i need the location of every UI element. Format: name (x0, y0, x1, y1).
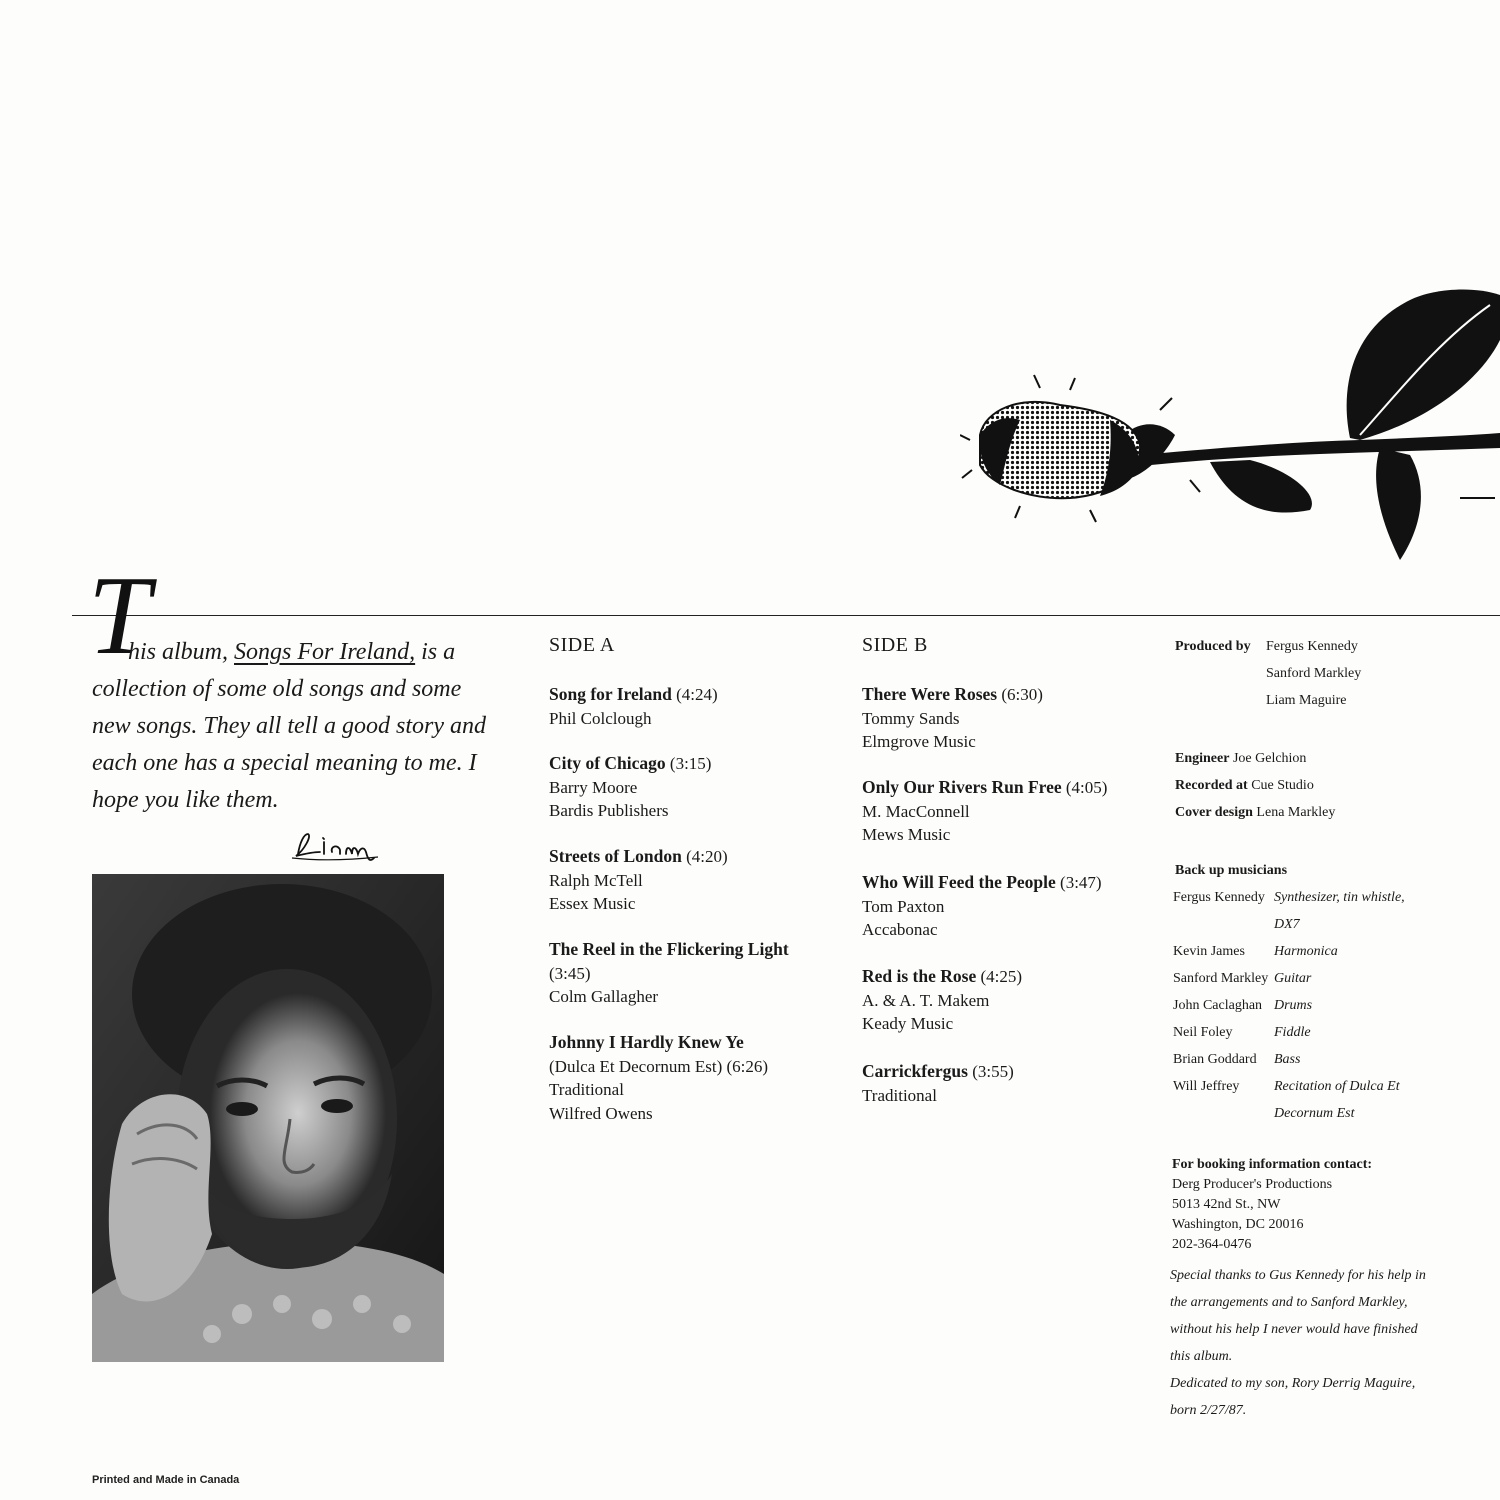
track-credit: Elmgrove Music (862, 732, 976, 751)
intro-paragraph (92, 634, 492, 819)
track-credit: Traditional (549, 1080, 624, 1099)
track-credit: Essex Music (549, 894, 636, 913)
track-title: Only Our Rivers Run Free (862, 777, 1062, 797)
track-item (862, 683, 1152, 754)
track-time: (4:24) (676, 685, 718, 704)
thanks-dedication (1170, 1262, 1470, 1424)
divider-rule (72, 615, 1500, 616)
producer-name: Liam Maguire (1266, 693, 1347, 708)
intro-rest: collection of some old songs and some new songs. They all tell a good story and each one has a special meaning to me. I hope you like them. (92, 676, 486, 813)
engineer-name: Joe Gelchion (1232, 751, 1307, 766)
track-title: Johnny I Hardly Knew Ye (549, 1032, 744, 1052)
track-credit: Accabonac (862, 920, 938, 939)
track-credit: Colm Gallagher (549, 987, 659, 1006)
side-a-heading: SIDE A (549, 634, 615, 656)
track-time: (4:05) (1065, 778, 1108, 797)
track-item (549, 683, 839, 730)
cover-designer: Lena Markley (1256, 805, 1336, 820)
track-item (862, 871, 1152, 942)
track-title: City of Chicago (549, 753, 666, 773)
musician-name: Will Jeffrey (1173, 1079, 1240, 1094)
printed-in-note: Printed and Made in Canada (92, 1474, 240, 1486)
track-item (549, 1031, 839, 1125)
track-title: There Were Roses (862, 684, 998, 704)
track-credit: Mews Music (862, 825, 951, 844)
musician-instrument: Harmonica (1274, 944, 1338, 959)
producer-name: Fergus Kennedy (1266, 639, 1358, 654)
recorded-studio: Cue Studio (1251, 778, 1314, 793)
track-credit: Phil Colclough (549, 708, 652, 728)
track-title: Who Will Feed the People (862, 872, 1056, 892)
track-time: (3:47) (1060, 873, 1102, 892)
track-title: The Reel in the Flickering Light (549, 939, 789, 959)
signature (290, 828, 380, 864)
track-credit: Bardis Publishers (549, 801, 669, 820)
track-time: (3:55) (972, 1062, 1014, 1081)
rose-illustration (960, 270, 1500, 570)
dedication-line: Dedicated to my son, Rory Derrig Maguire, (1170, 1376, 1416, 1391)
musician-name: Sanford Markley (1173, 971, 1269, 986)
portrait-graphic (92, 874, 444, 1362)
track-time: (6:30) (1001, 685, 1043, 704)
recorded-label: Recorded at (1175, 778, 1248, 793)
track-credit: Ralph McTell (549, 870, 643, 890)
cover-label: Cover design (1175, 805, 1253, 820)
track-item (862, 1060, 1152, 1107)
musician-name: Fergus Kennedy (1173, 890, 1265, 905)
portrait-photo (92, 874, 444, 1362)
producer-list (1266, 633, 1361, 714)
track-item (549, 938, 839, 1009)
track-credit: Wilfred Owens (549, 1103, 653, 1123)
track-item (549, 752, 839, 823)
engineer-label: Engineer (1175, 751, 1230, 766)
recorded-credit (1175, 772, 1314, 799)
booking-heading: For booking information contact: (1172, 1157, 1373, 1172)
musician-name: John Caclaghan (1173, 998, 1263, 1013)
track-item (862, 776, 1152, 847)
track-credit: Tom Paxton (862, 896, 945, 916)
musicians-heading: Back up musicians (1175, 863, 1288, 878)
musician-name: Neil Foley (1173, 1025, 1233, 1040)
track-subtitle: (Dulca Et Decornum Est) (549, 1056, 723, 1076)
intro-line1-post: is a (415, 639, 456, 665)
booking-line: Washington, DC 20016 (1172, 1217, 1304, 1232)
booking-line: 5013 42nd St., NW (1172, 1197, 1281, 1212)
dedication-line: born 2/27/87. (1170, 1403, 1247, 1418)
album-title: Songs For Ireland, (234, 639, 416, 665)
cover-credit (1175, 799, 1335, 826)
track-item (862, 965, 1152, 1036)
musician-row (1173, 1073, 1493, 1127)
drop-cap: T (88, 554, 151, 678)
track-credit: Traditional (862, 1085, 937, 1105)
track-title: Song for Ireland (549, 684, 672, 704)
track-credit: M. MacConnell (862, 801, 970, 821)
thanks-line: Special thanks to Gus Kennedy for his help in (1170, 1268, 1426, 1283)
track-time: (4:20) (686, 847, 728, 866)
track-title: Red is the Rose (862, 966, 977, 986)
thanks-line: this album. (1170, 1349, 1233, 1364)
track-title: Carrickfergus (862, 1061, 968, 1081)
thanks-line: the arrangements and to Sanford Markley, (1170, 1295, 1408, 1310)
musician-instrument: Drums (1274, 998, 1313, 1013)
track-credit: Keady Music (862, 1014, 954, 1033)
track-time: (6:26) (726, 1056, 769, 1076)
engineer-credit (1175, 745, 1306, 772)
track-credit: Barry Moore (549, 777, 638, 797)
producer-name: Sanford Markley (1266, 666, 1362, 681)
track-time: (3:15) (669, 754, 712, 773)
track-credit: A. & A. T. Makem (862, 990, 990, 1010)
track-credit: Tommy Sands (862, 708, 960, 728)
musician-instrument: Bass (1274, 1052, 1301, 1067)
booking-info (1172, 1155, 1472, 1255)
musician-instrument: Guitar (1274, 971, 1312, 986)
side-b-heading: SIDE B (862, 634, 928, 656)
musician-instrument: Fiddle (1274, 1025, 1311, 1040)
musician-row (1173, 884, 1493, 938)
track-time: (4:25) (980, 967, 1023, 986)
musician-instrument: Recitation of Dulca Et Decornum Est (1274, 1079, 1400, 1121)
track-title: Streets of London (549, 846, 682, 866)
thanks-line: without his help I never would have finished (1170, 1322, 1418, 1337)
musician-name: Brian Goddard (1173, 1052, 1257, 1067)
track-time: (3:45) (549, 963, 591, 983)
produced-by-label: Produced by (1175, 639, 1251, 654)
musician-instrument: Synthesizer, tin whistle, DX7 (1274, 890, 1405, 932)
track-item (549, 845, 839, 916)
booking-phone: 202-364-0476 (1172, 1237, 1252, 1252)
intro-line1-pre: his album, (128, 639, 235, 665)
booking-line: Derg Producer's Productions (1172, 1177, 1333, 1192)
musician-name: Kevin James (1173, 944, 1245, 959)
